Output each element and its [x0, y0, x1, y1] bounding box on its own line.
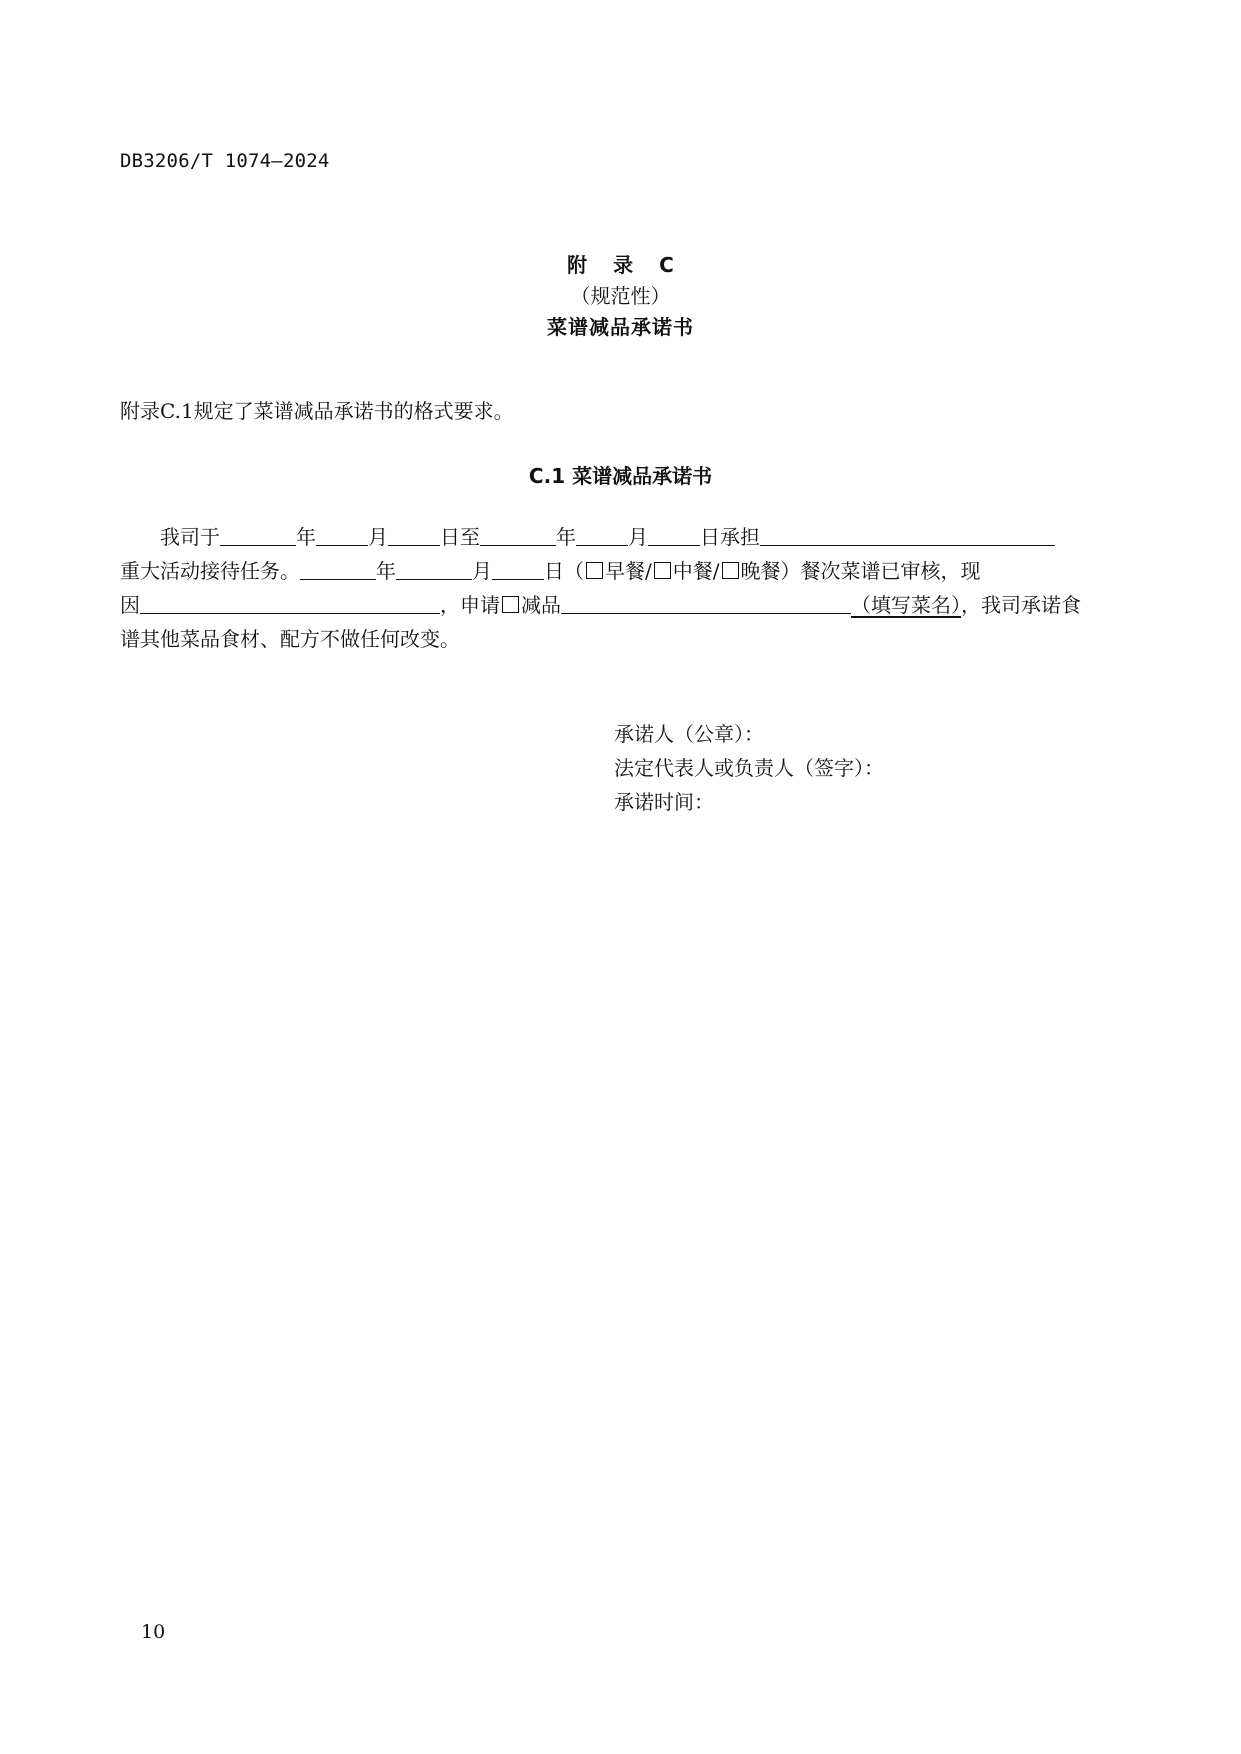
letter-text: 月 [628, 525, 648, 549]
blank-task[interactable] [760, 525, 1055, 546]
reduce-checkbox[interactable] [502, 596, 519, 613]
legal-rep-signature-label: 法定代表人或负责人（签字）： [614, 756, 884, 780]
blank-month[interactable] [576, 525, 628, 546]
letter-line-3 [120, 588, 1100, 622]
letter-text: 早餐/ [605, 559, 652, 583]
fill-hint: （填写菜名） [851, 593, 961, 617]
letter-line-4: 谱其他菜品食材、配方不做任何改变。 [120, 627, 460, 651]
letter-text: 晚餐）餐次菜谱已审核，现 [740, 559, 981, 583]
letter-text: 年 [556, 525, 576, 549]
dinner-checkbox[interactable] [722, 562, 739, 579]
letter-text: 重大活动接待任务。 [120, 559, 300, 583]
blank-year[interactable] [300, 559, 376, 580]
annex-heading [0, 250, 1241, 343]
letter-line-2 [120, 554, 1100, 588]
letter-text: ，我司承诺食 [961, 593, 1081, 617]
letter-text: ，申请 [440, 593, 500, 617]
promisor-seal-label: 承诺人（公章）： [614, 722, 764, 746]
letter-text: 月 [472, 559, 492, 583]
letter-text: 月 [368, 525, 388, 549]
blank-reason[interactable] [140, 593, 440, 614]
letter-text: 中餐/ [672, 559, 720, 583]
letter-text: 年 [296, 525, 316, 549]
section-title: C.1 菜谱减品承诺书 [528, 464, 713, 488]
blank-dish-name[interactable] [561, 593, 851, 614]
letter-text: 减品 [521, 593, 561, 617]
blank-day[interactable] [648, 525, 700, 546]
promise-date-label: 承诺时间： [614, 790, 714, 814]
breakfast-checkbox[interactable] [586, 562, 603, 579]
annex-name: 菜谱减品承诺书 [547, 315, 694, 339]
letter-text: 日至 [440, 525, 480, 549]
document-code: DB3206/T 1074—2024 [120, 150, 330, 172]
commitment-letter [120, 520, 1100, 656]
blank-month[interactable] [396, 559, 472, 580]
annex-intro: 附录C.1规定了菜谱减品承诺书的格式要求。 [120, 399, 514, 423]
letter-text: 我司于 [160, 525, 220, 549]
letter-text: 日承担 [700, 525, 760, 549]
blank-day[interactable] [388, 525, 440, 546]
letter-text: 因 [120, 593, 140, 617]
signature-block [614, 717, 884, 819]
annex-normative: （规范性） [570, 284, 671, 308]
page-number: 10 [141, 1621, 166, 1643]
letter-line-1 [120, 520, 1100, 554]
lunch-checkbox[interactable] [654, 562, 671, 579]
annex-label: 附录C [567, 253, 700, 277]
blank-year[interactable] [480, 525, 556, 546]
blank-month[interactable] [316, 525, 368, 546]
letter-text: 年 [376, 559, 396, 583]
blank-year[interactable] [220, 525, 296, 546]
blank-day[interactable] [492, 559, 544, 580]
letter-text: 日（ [544, 559, 584, 583]
